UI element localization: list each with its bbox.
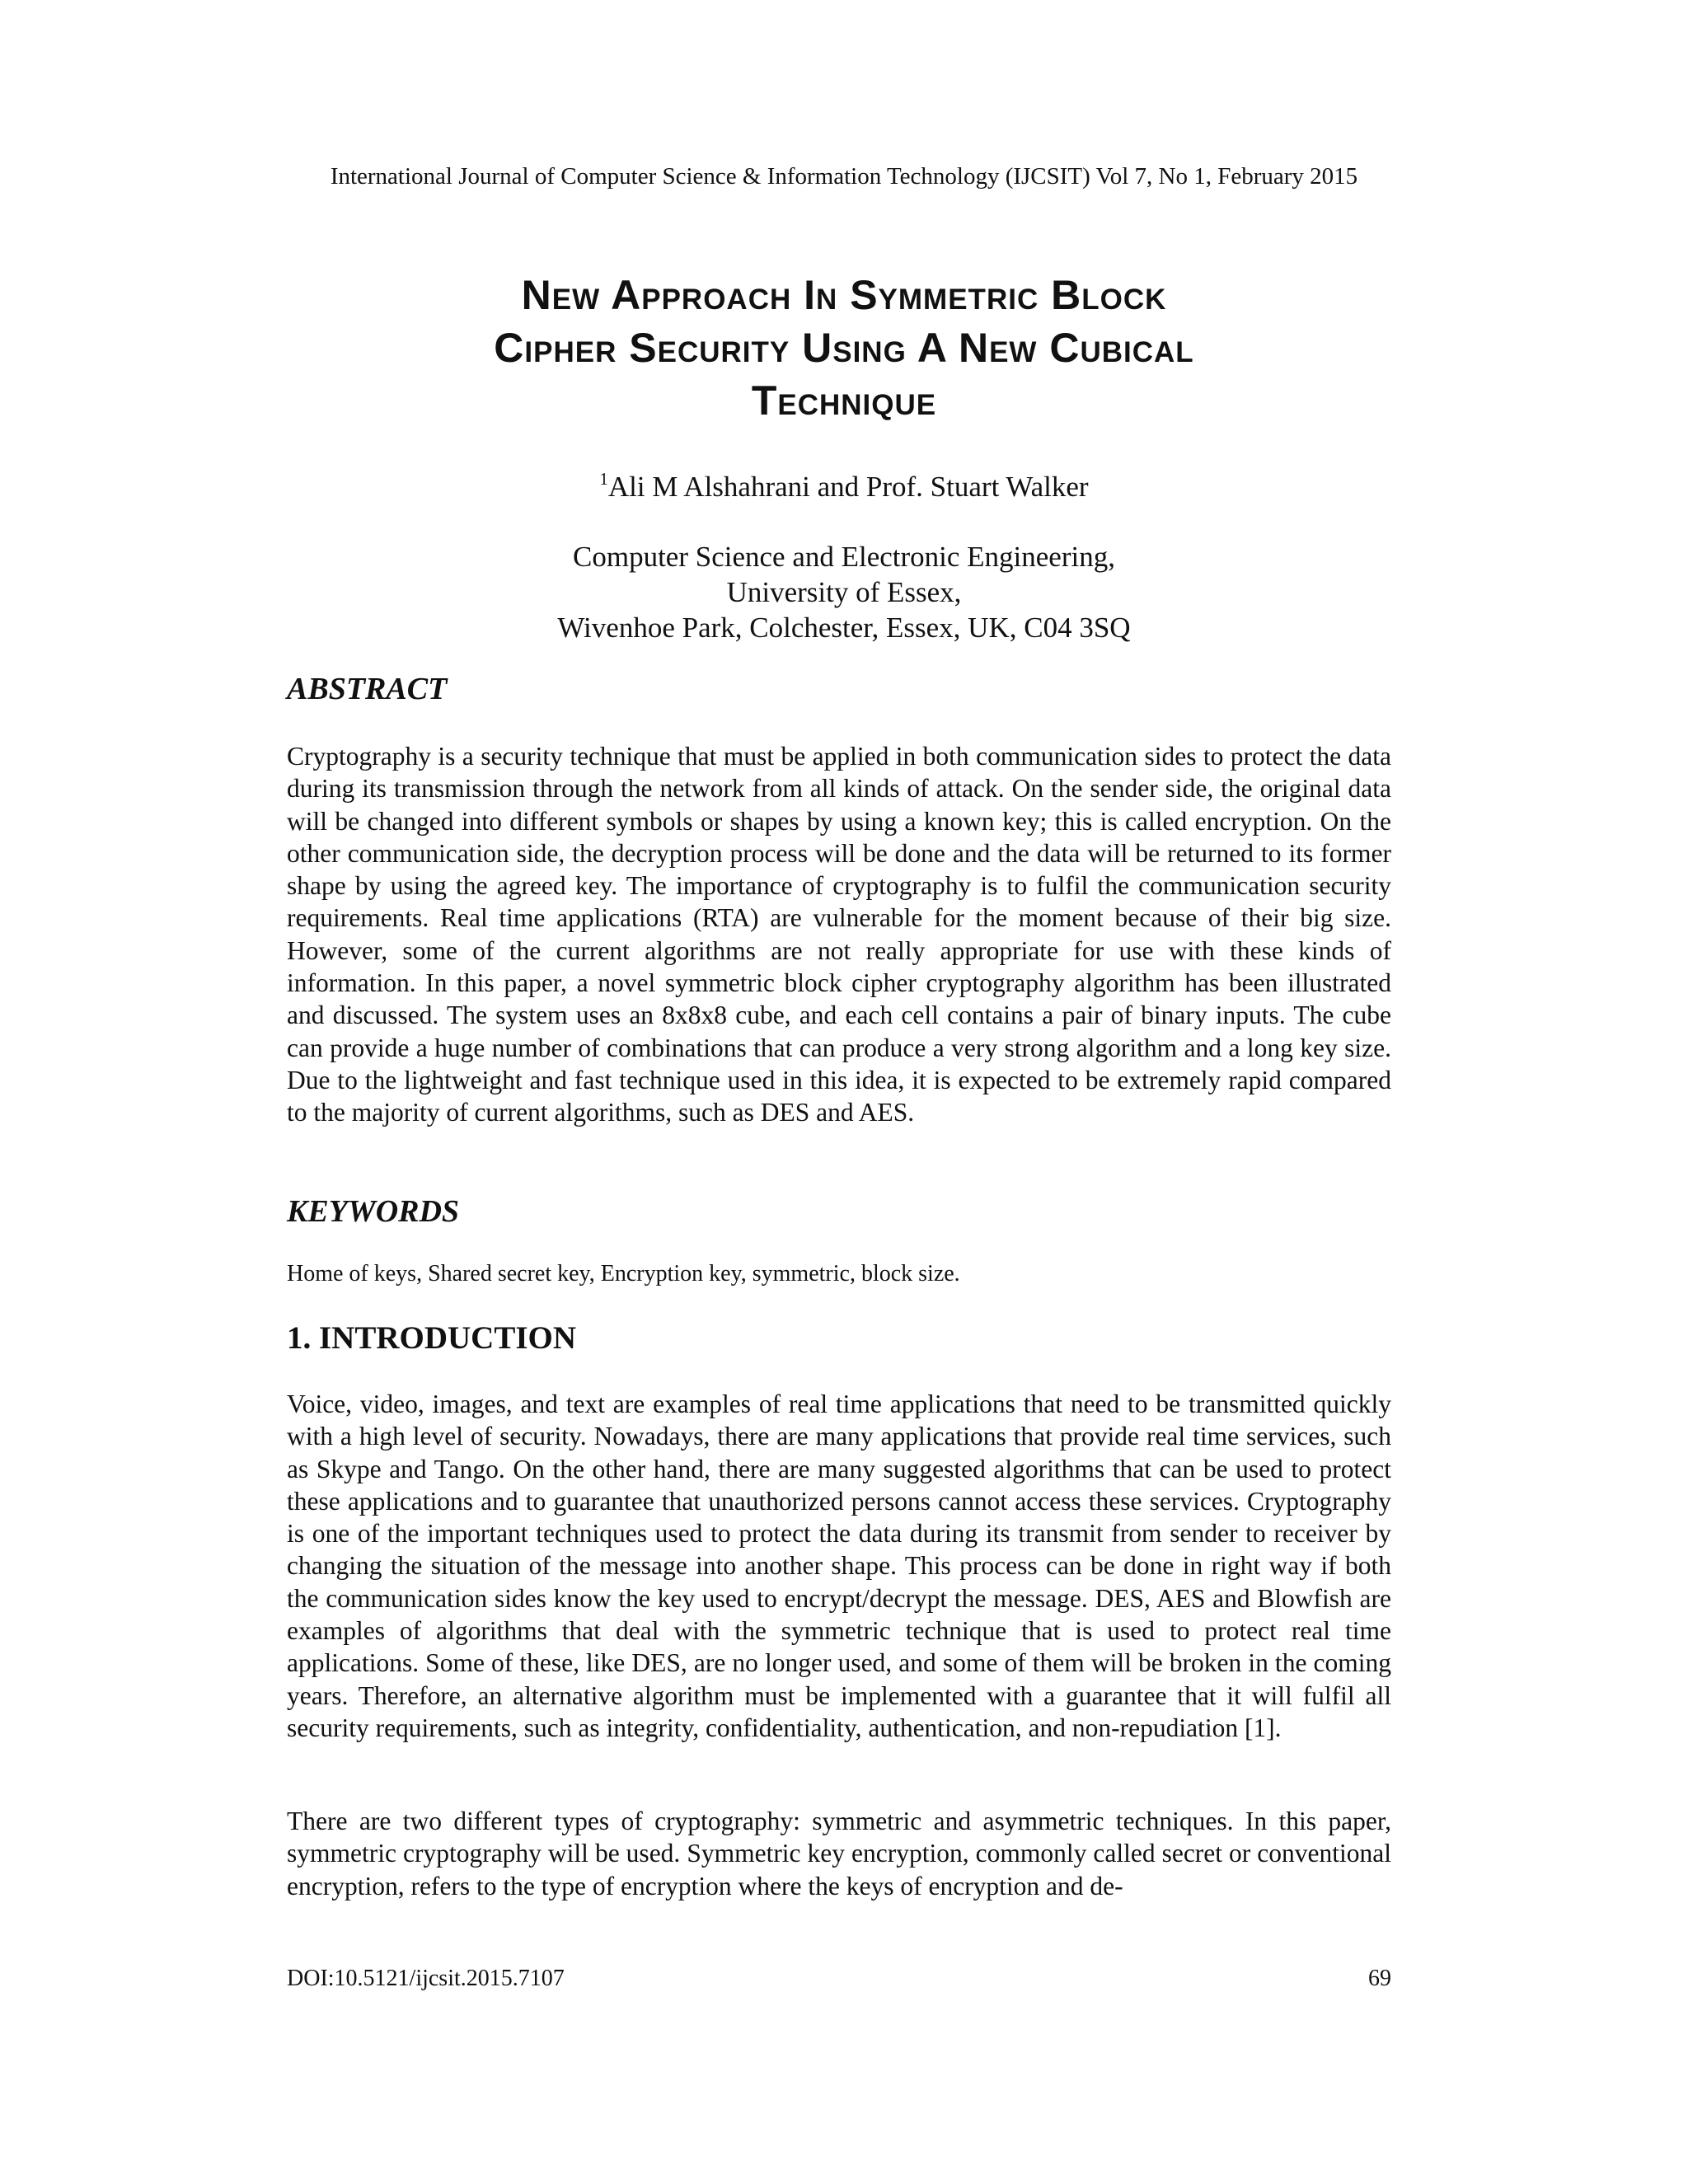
introduction-paragraph: Voice, video, images, and text are examples of real time applications that need to be transmitted quickly with a high level of security. Nowadays, there are many applications that provide real time services, such as Skype and Tango. On the other hand, there are many suggested algorithms that can be used to protect these applications and to guarantee that unauthorized persons cannot access these services. Cryptography is one of the important techniques used to protect the data during its transmit from sender to receiver by changing the situation of the message into another shape. This process can be done in right way if both the communication sides know the key used to encrypt/decrypt the message. DES, AES and Blowfish are examples of algorithms that deal with the symmetric technique that is used to protect real time applications. Some of these, like DES, are no longer used, and some of them will be broken in the coming years. Therefore, an alternative algorithm must be implemented with a guarantee that it will fulfil all security requirements, such as integrity, confidentiality, authentication, and non-repudiation [1]. (287, 1390, 1391, 1742)
running-header: International Journal of Computer Science & Information Technology (IJCSIT) Vol 7, No 1, February 2015 (330, 163, 1358, 190)
title-line: New Approach In Symmetric Block (521, 272, 1167, 318)
affiliation-line: University of Essex, (726, 576, 962, 608)
abstract-heading: ABSTRACT (287, 672, 448, 706)
title-line: Cipher Security Using A New Cubical (494, 325, 1194, 371)
affiliation-block (0, 539, 1688, 645)
abstract-text: Cryptography is a security technique that must be applied in both communication sides to protect the data during its transmission through the network from all kinds of attack. On the sender side, the original data will be changed into different symbols or shapes by using a known key; this is called encryption. On the other communication side, the decryption process will be done and the data will be returned to its former shape by using the agreed key. The importance of cryptography is to fulfil the communication security requirements. Real time applications (RTA) are vulnerable for the moment because of their big size. However, some of the current algorithms are not really appropriate for use with these kinds of information. In this paper, a novel symmetric block cipher cryptography algorithm has been illustrated and discussed. The system uses an 8x8x8 cube, and each cell contains a pair of binary inputs. The cube can provide a huge number of combinations that can produce a very strong algorithm and a long key size. Due to the lightweight and fast technique used in this idea, it is expected to be extremely rapid compared to the majority of current algorithms, such as DES and AES. (287, 742, 1391, 1127)
affiliation-line: Wivenhoe Park, Colchester, Essex, UK, C04 3SQ (557, 612, 1131, 644)
author-line (0, 470, 1688, 504)
keywords-heading: KEYWORDS (287, 1194, 460, 1229)
affiliation-line: Computer Science and Electronic Engineering, (573, 541, 1115, 573)
keywords-text: Home of keys, Shared secret key, Encryption key, symmetric, block size. (287, 1261, 960, 1286)
title-line: Technique (751, 377, 937, 424)
paper-title (267, 269, 1421, 427)
introduction-paragraph: There are two different types of cryptography: symmetric and asymmetric techniques. In this paper, symmetric cryptography will be used. Symmetric key encryption, commonly called secret or conventional encryption, refers to the type of encryption where the keys of encryption and de- (287, 1807, 1391, 1900)
page-number: 69 (1368, 1966, 1391, 1991)
author-names: Ali M Alshahrani and Prof. Stuart Walker (607, 471, 1089, 503)
footer-doi: DOI:10.5121/ijcsit.2015.7107 (287, 1966, 565, 1991)
author-superscript: 1 (599, 469, 608, 489)
introduction-heading: 1. INTRODUCTION (287, 1320, 577, 1356)
